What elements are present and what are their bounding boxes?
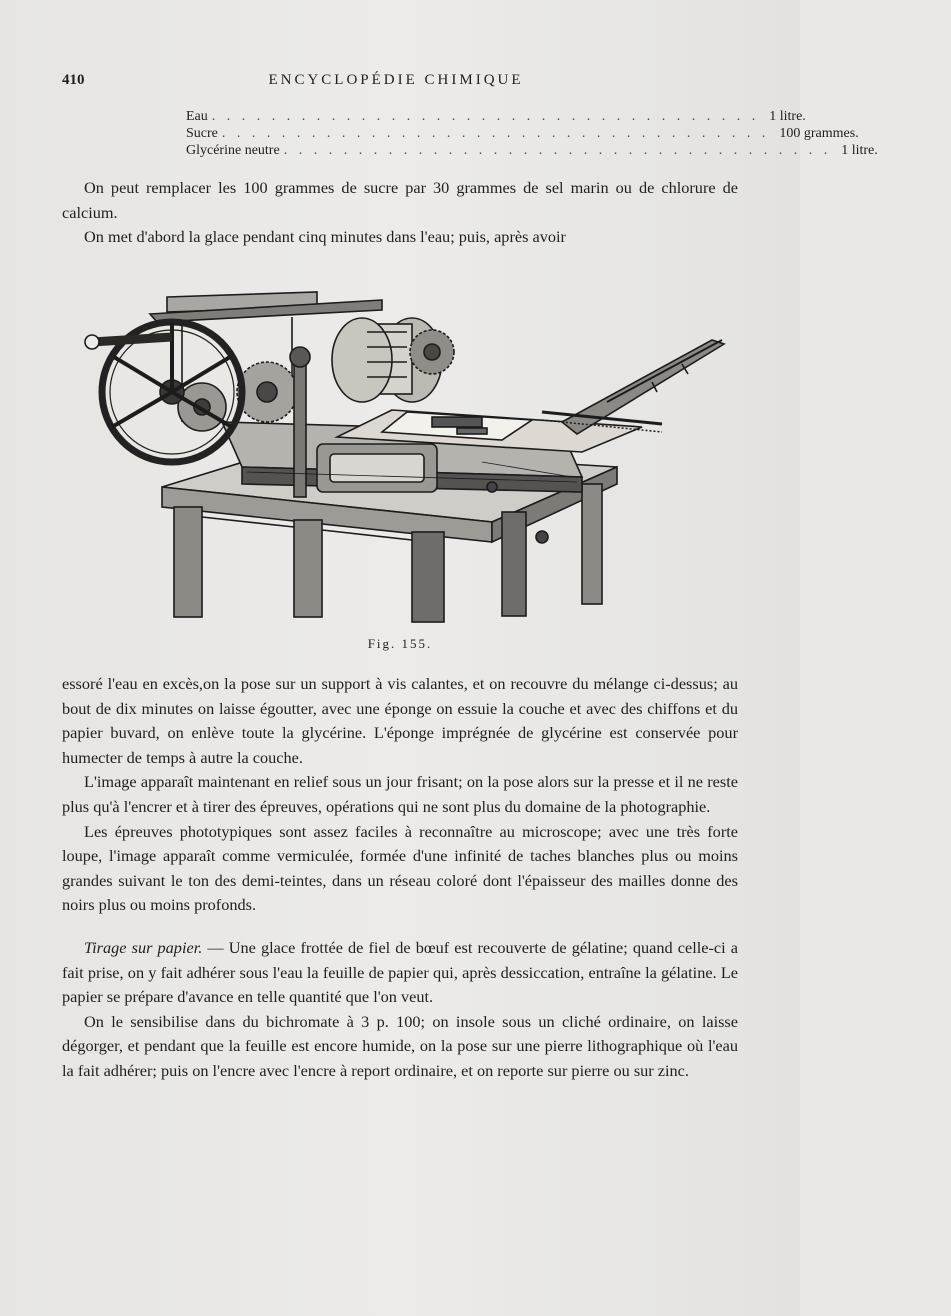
section-text: — Une glace frottée de fiel de bœuf est recouverte de gélatine; quand celle-ci a fait prise, on y fait adhérer sous l'eau la feuille de papier qui, après dessiccation, entraîne la gélatine. Le papier se prépare d'avance en telle quantité que l'on veut. bbox=[62, 937, 739, 1007]
leader-dots: . . . . . . . . . . . . . . . . . . . . . . . . . . . . . . . . . . . . . bbox=[221, 126, 770, 141]
figure bbox=[62, 262, 738, 628]
paragraph: L'image apparaît maintenant en relief sous un jour frisant; on la pose alors sur la presse et il ne reste plus qu'à l'encrer et à tirer des épreuves, opérations qui ne sont plus du domaine de la photographie. bbox=[62, 772, 738, 816]
section-paragraph bbox=[62, 936, 738, 1010]
recipe-item bbox=[186, 125, 859, 142]
running-title: ENCYCLOPÉDIE CHIMIQUE bbox=[268, 72, 524, 88]
paragraph: On le sensibilise dans du bichromate à 3 p. 100; on insole sous un cliché ordinaire, on laisse dégorger, et pendant que la feuille est encore humide, on la pose sur une pierre lithographique où l'eau la fait adhérer; puis on l'encre avec l'encre à report ordinaire, et on reporte sur pierre ou sur zinc. bbox=[62, 1011, 738, 1080]
body-text-bottom bbox=[62, 672, 738, 1084]
paragraph: essoré l'eau en excès,on la pose sur un support à vis calantes, et on recouvre du mélange ci-dessus; au bout de dix minutes on laisse égoutter, avec une éponge on essuie la couche et avec des chiffons et du papier buvard, on enlève toute la glycérine. L'éponge imprégnée de glycérine est conservée pour humecter de temps à autre la couche. bbox=[62, 674, 738, 767]
paragraph: On met d'abord la glace pendant cinq minutes dans l'eau; puis, après avoir bbox=[84, 227, 566, 247]
body-text-top bbox=[62, 176, 738, 250]
recipe-ingredient: Glycérine neutre bbox=[186, 143, 280, 158]
leader-dots: . . . . . . . . . . . . . . . . . . . . . . . . . . . . . . . . . . . . . bbox=[283, 143, 832, 158]
printing-press-illustration bbox=[62, 262, 738, 628]
recipe-quantity: 1 litre. bbox=[841, 143, 878, 158]
leader-dots: . . . . . . . . . . . . . . . . . . . . . . . . . . . . . . . . . . . . . bbox=[211, 109, 760, 124]
paragraph: On peut remplacer les 100 grammes de sucre par 30 grammes de sel marin ou de chlorure de calcium. bbox=[62, 178, 738, 222]
recipe-quantity: 1 litre. bbox=[769, 109, 806, 124]
recipe-item bbox=[186, 142, 878, 159]
section-title: Tirage sur papier. bbox=[84, 937, 203, 957]
recipe-item bbox=[186, 108, 806, 125]
paragraph: Les épreuves phototypiques sont assez faciles à reconnaître au microscope; avec une très forte loupe, l'image apparaît comme vermiculée, formée d'une infinité de taches blanches plus ou moins grandes suivant le ton des demi-teintes, dans un réseau coloré dont l'épaisseur des mailles donne des noirs plus ou moins profonds. bbox=[62, 821, 738, 915]
recipe-ingredient: Sucre bbox=[186, 126, 218, 141]
running-header bbox=[62, 72, 730, 94]
figure-caption: Fig. 155. bbox=[367, 636, 433, 651]
recipe-list bbox=[186, 108, 878, 159]
page-number: 410 bbox=[62, 72, 85, 88]
recipe-ingredient: Eau bbox=[186, 109, 208, 124]
recipe-quantity: 100 grammes. bbox=[779, 126, 859, 141]
